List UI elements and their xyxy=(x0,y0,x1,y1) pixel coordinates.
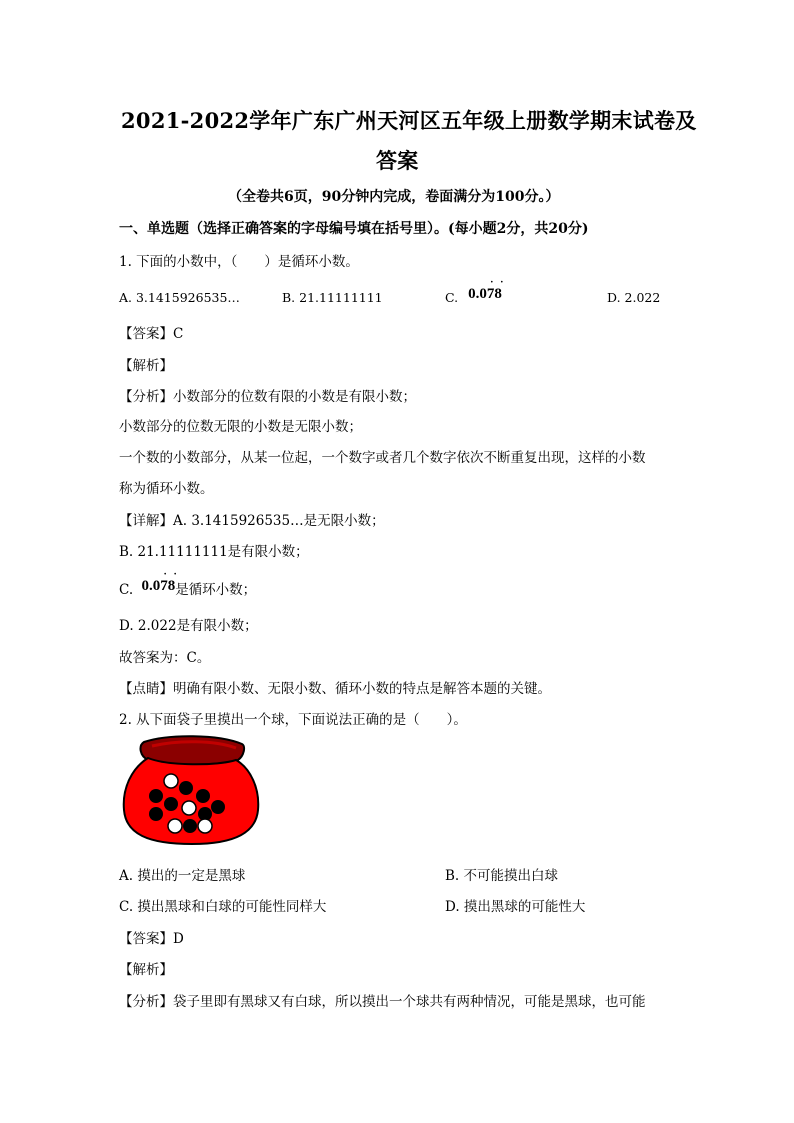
q1-conclusion: 故答案为：C。 xyxy=(119,650,211,666)
repeating-decimal xyxy=(468,277,504,303)
ball-bag-image xyxy=(118,732,268,850)
q1-analysis-heading: 【解析】 xyxy=(119,358,173,374)
q1-option-c-label: C. xyxy=(445,290,459,305)
white-ball xyxy=(182,801,196,815)
q1-option-a: A. 3.1415926535… xyxy=(119,290,240,305)
q2-option-a: A. 摸出的一定是黑球 xyxy=(119,868,246,884)
q2-analysis-heading: 【解析】 xyxy=(119,962,173,978)
q1-option-b: B. 21.11111111 xyxy=(282,290,383,305)
q2-option-b: B. 不可能摸出白球 xyxy=(445,868,559,884)
black-ball xyxy=(196,789,210,803)
black-ball xyxy=(179,781,193,795)
white-ball xyxy=(198,819,212,833)
q1-analysis-line: 【分析】小数部分的位数有限的小数是有限小数； xyxy=(119,389,416,405)
q1-detail-line: B. 21.11111111是有限小数； xyxy=(119,544,309,560)
black-ball xyxy=(149,789,163,803)
black-ball xyxy=(149,807,163,821)
black-ball xyxy=(211,800,225,814)
question-2-stem: 2. 从下面袋子里摸出一个球，下面说法正确的是（ ）。 xyxy=(119,712,467,728)
white-ball xyxy=(168,819,182,833)
document-subtitle: （全卷共6页，90分钟内完成，卷面满分为100分。） xyxy=(228,189,560,205)
q1-detail-c-label: C. xyxy=(119,582,134,598)
q1-answer: 【答案】C xyxy=(119,326,184,342)
black-ball xyxy=(164,797,178,811)
white-ball xyxy=(164,774,178,788)
q1-detail-line-c xyxy=(119,569,257,599)
q1-analysis-line: 小数部分的位数无限的小数是无限小数； xyxy=(119,419,362,435)
repeat-dot-end-icon: · xyxy=(500,277,504,288)
q2-analysis-line: 【分析】袋子里即有黑球又有白球，所以摸出一个球共有两种情况，可能是黑球，也可能 xyxy=(119,994,646,1010)
repeating-decimal xyxy=(141,569,177,595)
section-heading: 一、单选题（选择正确答案的字母编号填在括号里）。(每小题2分，共20分) xyxy=(119,221,589,237)
q1-detail-line: 【详解】A. 3.1415926535…是无限小数； xyxy=(119,513,385,529)
q1-option-c xyxy=(445,277,504,307)
document-title-line1: 2021-2022学年广东广州天河区五年级上册数学期末试卷及 xyxy=(121,108,697,133)
q1-detail-c-text: 是循环小数； xyxy=(175,582,257,598)
black-ball xyxy=(183,819,197,833)
repeat-dot-start-icon: · xyxy=(163,569,167,580)
q1-analysis-line: 称为循环小数。 xyxy=(119,481,214,497)
repeat-dot-end-icon: · xyxy=(173,569,177,580)
q1-option-d: D. 2.022 xyxy=(607,290,661,305)
q2-option-c: C. 摸出黑球和白球的可能性同样大 xyxy=(119,899,327,915)
q1-analysis-line: 一个数的小数部分，从某一位起，一个数字或者几个数字依次不断重复出现，这样的小数 xyxy=(119,450,646,466)
q2-option-d: D. 摸出黑球的可能性大 xyxy=(445,899,586,915)
q1-comment: 【点睛】明确有限小数、无限小数、循环小数的特点是解答本题的关键。 xyxy=(119,681,551,697)
question-1-stem: 1. 下面的小数中，（ ）是循环小数。 xyxy=(119,254,359,270)
repeat-dot-start-icon: · xyxy=(490,277,494,288)
q2-answer: 【答案】D xyxy=(119,931,184,947)
document-title-line2: 答案 xyxy=(376,148,419,173)
q1-detail-line: D. 2.022是有限小数； xyxy=(119,618,258,634)
repeating-decimal-text: 0.078 xyxy=(141,578,176,594)
repeating-decimal-text: 0.078 xyxy=(468,286,502,302)
